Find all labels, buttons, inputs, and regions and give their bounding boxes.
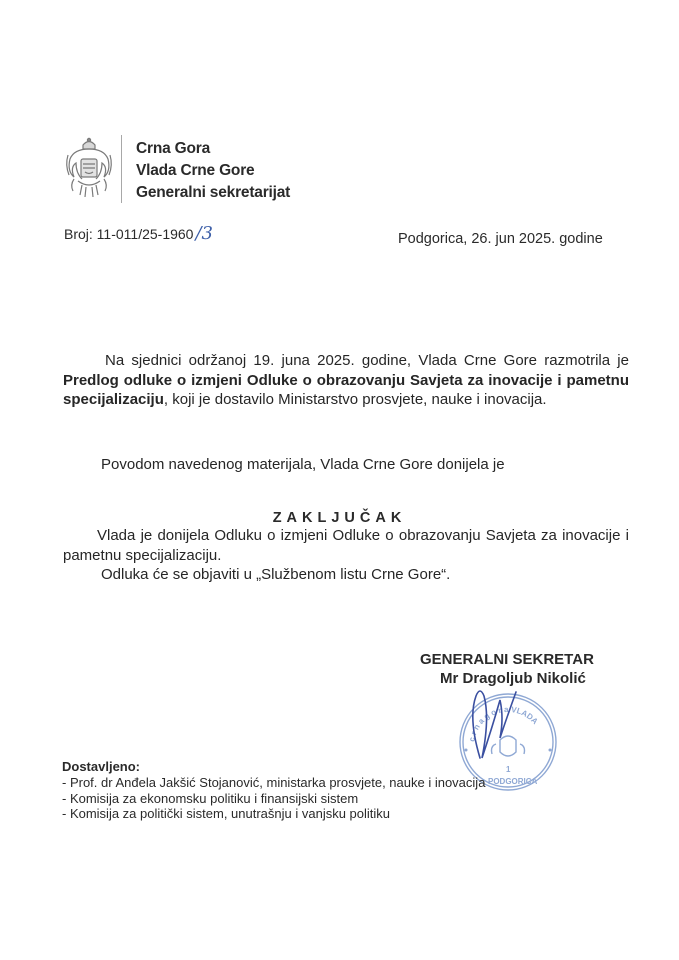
header-government: Vlada Crne Gore <box>136 162 255 179</box>
place-date: Podgorica, 26. jun 2025. godine <box>398 231 603 247</box>
montenegro-coat-of-arms-icon <box>64 137 114 201</box>
svg-text:PODGORICA: PODGORICA <box>488 777 538 786</box>
paragraph-material-text: Povodom navedenog materijala, Vlada Crne Gore donijela je <box>101 456 505 473</box>
paragraph-publication-text: Odluka će se objaviti u „Službenom listu Crne Gore“. <box>101 566 451 583</box>
proposal-title: Predlog odluke o izmjeni Odluke o obrazovanju Savjeta za inovacije i pametnu specijalizaciju <box>63 371 629 408</box>
delivered-title: Dostavljeno: <box>62 759 141 774</box>
reference-number <box>64 223 213 244</box>
signatory-name: Mr Dragoljub Nikolić <box>440 670 586 687</box>
list-item: - Komisija za ekonomsku politiku i finansijski sistem <box>62 790 359 806</box>
paragraph-session-text-1: Na sjednici održanoj 19. juna 2025. godine, Vlada Crne Gore razmotrila je <box>105 352 629 369</box>
paragraph-session-text-2: , koji je dostavilo Ministarstvo prosvjete, nauke i inovacija. <box>163 391 547 408</box>
delivered-list <box>62 775 485 822</box>
handwritten-signature-icon <box>446 678 526 768</box>
list-item: - Komisija za politički sistem, unutrašnju i vanjsku politiku <box>62 806 391 821</box>
paragraph-decision <box>63 526 629 565</box>
paragraph-publication <box>63 565 629 585</box>
header-divider <box>121 135 122 203</box>
svg-text:c r n a g o r a VLADA: c r n a g o r a VLADA <box>467 704 540 743</box>
conclusion-heading: ZAKLJUČAK <box>272 510 407 526</box>
header-country: Crna Gora <box>136 140 210 157</box>
header-secretariat: Generalni sekretarijat <box>136 184 291 201</box>
paragraph-session <box>63 351 629 410</box>
list-item: - Prof. dr Anđela Jakšić Stojanović, ministarka prosvjete, nauke i inovacija <box>62 775 486 790</box>
svg-text:1: 1 <box>506 765 511 774</box>
reference-number-text: Broj: 11-011/25-1960 <box>64 226 194 242</box>
paragraph-material <box>63 455 629 475</box>
signatory-title: GENERALNI SEKRETAR <box>420 651 594 668</box>
paragraph-decision-text: Vlada je donijela Odluku o izmjeni Odluke o obrazovanju Savjeta za inovacije i pametnu specijalizaciju. <box>63 527 629 564</box>
handwritten-suffix: /3 <box>195 223 213 244</box>
